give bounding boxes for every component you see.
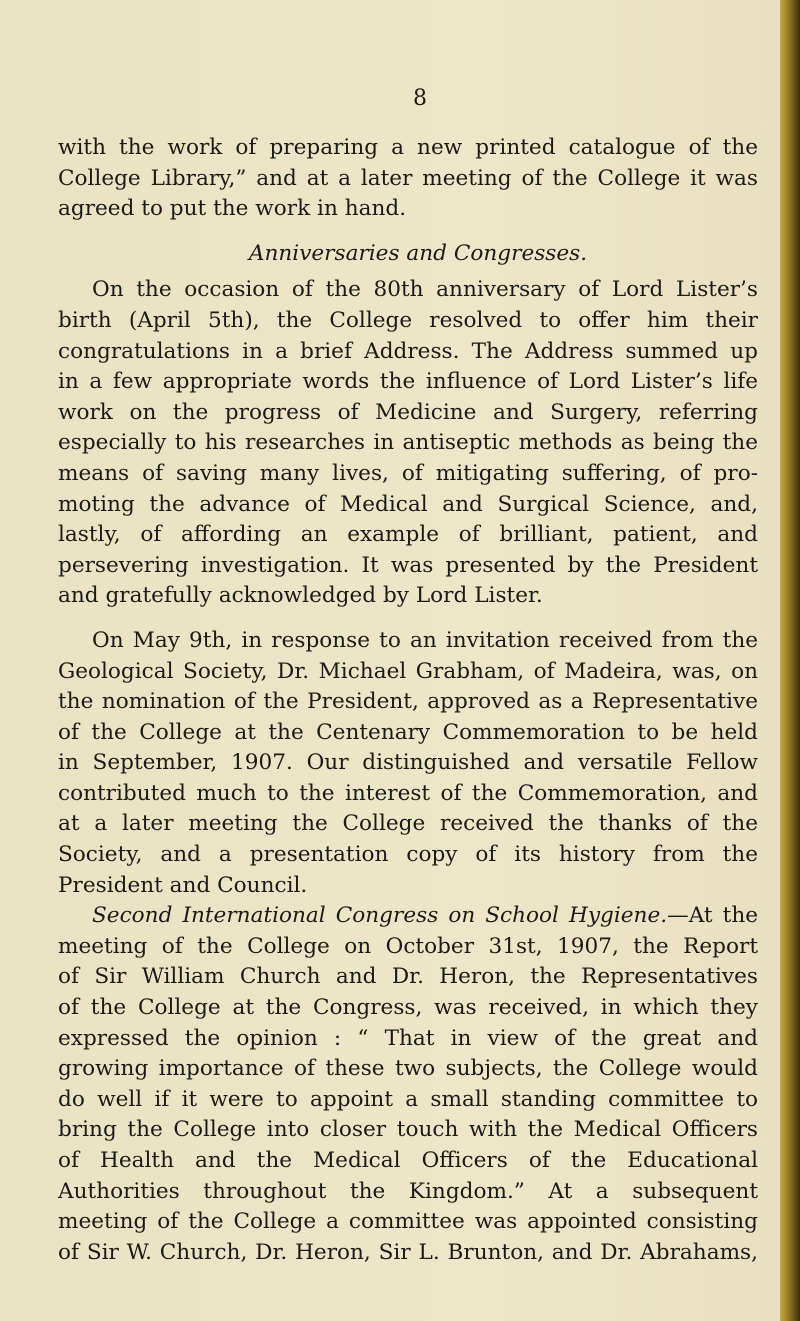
- text-line: in September, 1907. Our distinguished and versatile Fellow: [58, 750, 758, 776]
- text-line: the nomination of the President, approved as a Representative: [58, 689, 758, 715]
- text-line: Geological Society, Dr. Michael Grabham, of Madeira, was, on: [58, 658, 758, 684]
- book-binding-edge: [780, 0, 800, 1321]
- text-line: of the College at the Centenary Commemoration to be held: [58, 719, 758, 745]
- text-line: expressed the opinion : “ That in view of the great and: [58, 1025, 758, 1051]
- text-line: agreed to put the work in hand.: [58, 196, 407, 222]
- text-line: Authorities throughout the Kingdom.” At a subsequent: [58, 1178, 758, 1204]
- text-line: lastly, of affording an example of brilliant, patient, and: [58, 522, 758, 548]
- text-line: contributed much to the interest of the Commemoration, and: [58, 780, 758, 806]
- text-line: in a few appropriate words the influence of Lord Lister’s life: [58, 369, 758, 395]
- text-line: of Sir William Church and Dr. Heron, the Representatives: [58, 964, 758, 990]
- text-line: Society, and a presentation copy of its history from the: [58, 842, 758, 868]
- text-line: meeting of the College a committee was appointed consisting: [58, 1209, 758, 1235]
- text-line: birth (April 5th), the College resolved to offer him their: [58, 307, 758, 333]
- text-line: at a later meeting the College received the thanks of the: [58, 811, 758, 837]
- text-line: and gratefully acknowledged by Lord Lister.: [58, 583, 543, 609]
- text-line: work on the progress of Medicine and Surgery, referring: [58, 399, 758, 425]
- text-line: with the work of preparing a new printed catalogue of the: [58, 135, 758, 160]
- text-line: College Library,” and at a later meeting of the College it was: [58, 165, 758, 191]
- text-line: On May 9th, in response to an invitation received from the: [92, 627, 758, 653]
- text-line: meeting of the College on October 31st, 1907, the Report: [58, 933, 758, 959]
- paragraph-catalogue: [58, 133, 758, 225]
- text-line: On the occasion of the 80th anniversary of Lord Lister’s: [92, 277, 758, 303]
- paragraph-geological-society: [58, 626, 758, 901]
- text-line: especially to his researches in antiseptic methods as being the: [58, 430, 758, 456]
- congress-title: Second International Congress on School Hygiene.: [92, 903, 668, 929]
- text-line-first: [58, 901, 758, 932]
- text-line: moting the advance of Medical and Surgical Science, and,: [58, 491, 758, 517]
- text-line: congratulations in a brief Address. The Address summed up: [58, 338, 758, 364]
- text-line: growing importance of these two subjects, the College would: [58, 1056, 758, 1082]
- text-line: of the College at the Congress, was received, in which they: [58, 995, 758, 1021]
- page-number: 8: [413, 86, 427, 111]
- paragraph-school-hygiene: [58, 901, 758, 1268]
- section-heading: Anniversaries and Congresses.: [248, 240, 588, 266]
- paragraph-lister-anniversary: [58, 275, 758, 612]
- first-line-rest: —At the: [667, 903, 759, 929]
- page-body: [58, 133, 758, 1268]
- text-line: means of saving many lives, of mitigating suffering, of pro-: [58, 460, 758, 486]
- text-line: President and Council.: [58, 872, 308, 898]
- paragraph-gap: [58, 612, 758, 626]
- text-line: of Health and the Medical Officers of the Educational: [58, 1148, 758, 1173]
- text-line: persevering investigation. It was presented by the President: [58, 552, 758, 578]
- text-line: of Sir W. Church, Dr. Heron, Sir L. Brunton, and Dr. Abrahams,: [58, 1239, 758, 1265]
- text-line: do well if it were to appoint a small standing committee to: [58, 1086, 758, 1112]
- text-line: bring the College into closer touch with the Medical Officers: [58, 1117, 758, 1143]
